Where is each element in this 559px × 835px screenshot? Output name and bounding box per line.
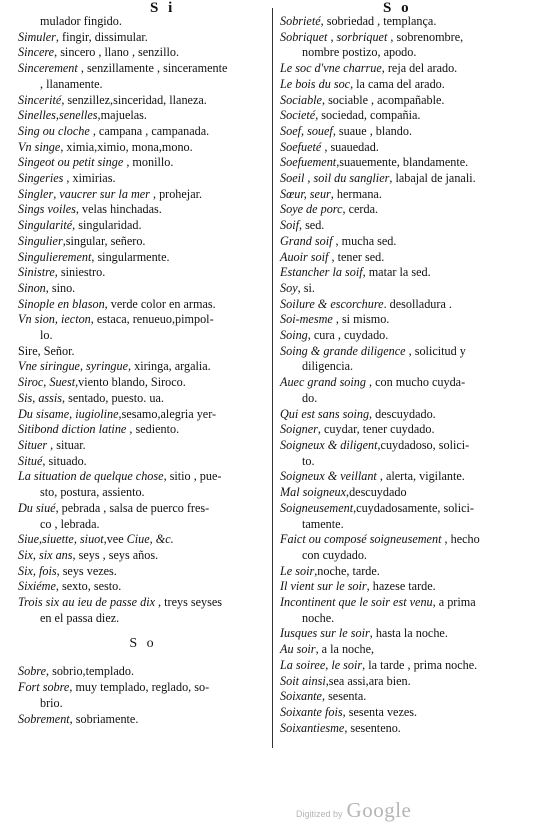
entry-text: ,suauemente, blandamente.	[336, 155, 469, 170]
entry-text: , a la noche,	[315, 642, 375, 657]
entry-headword: Vn singe	[18, 139, 61, 154]
entry-text: , velas hinchadas.	[75, 202, 162, 217]
entry-text: , ximia,ximio, mona,mono.	[60, 139, 193, 154]
entry-text: , sobrenombre,	[387, 29, 464, 44]
dictionary-entry	[18, 391, 268, 407]
entry-text: en el passa diez.	[40, 610, 120, 625]
entry-headword: Vn sion, iecton	[18, 312, 91, 327]
dictionary-entry	[18, 140, 268, 156]
entry-continuation-line	[18, 77, 268, 93]
entry-headword: Soing	[280, 328, 308, 343]
right-column	[280, 14, 542, 736]
dictionary-entry	[280, 14, 542, 30]
entry-text: , sexto, sesto.	[55, 579, 122, 594]
dictionary-entry	[18, 171, 268, 187]
entry-headword: Singularité	[18, 218, 73, 233]
entry-headword: Singeries	[18, 171, 64, 186]
dictionary-entry	[18, 564, 268, 580]
dictionary-entry	[18, 234, 268, 250]
entry-headword: Sing ou cloche	[18, 123, 90, 138]
section-title: S o	[129, 636, 157, 652]
entry-text: , sincero , llano , senzillo.	[54, 45, 179, 60]
dictionary-entry	[18, 281, 268, 297]
dictionary-entry	[280, 674, 542, 690]
entry-text: , senzillez,sinceridad, llaneza.	[61, 92, 207, 107]
entry-headword: Estancher la soif	[280, 265, 363, 280]
entry-headword: Soixante fois	[280, 704, 343, 719]
entry-headword: Soy	[280, 280, 298, 295]
dictionary-entry	[18, 680, 268, 696]
entry-text: , sesenteno.	[344, 720, 401, 735]
entry-text: , si.	[297, 280, 315, 295]
entry-headword: Soigneusement	[280, 500, 354, 515]
entry-text: , cura , cuydado.	[307, 328, 389, 343]
entry-headword: Fort sobre	[18, 680, 70, 695]
entry-headword: Siroc, Suest	[18, 375, 76, 390]
entry-text: , campana , campanada.	[89, 123, 210, 138]
entry-text: , hecho	[441, 532, 480, 547]
dictionary-entry	[18, 45, 268, 61]
entry-text: ,sesamo,alegria yer-	[118, 406, 217, 421]
dictionary-entry	[18, 124, 268, 140]
dictionary-entry	[280, 124, 542, 140]
dictionary-entry	[280, 485, 542, 501]
entry-continuation-line	[18, 328, 268, 344]
entry-headword: Soif	[280, 218, 299, 233]
entry-headword: Faict ou composé soigneusement	[280, 532, 442, 547]
dictionary-entry	[280, 30, 542, 46]
dictionary-entry	[280, 61, 542, 77]
left-entries-after	[18, 664, 268, 727]
entry-text: tamente.	[302, 516, 344, 531]
entry-headword: Auec grand soing	[280, 375, 366, 390]
dictionary-entry	[280, 250, 542, 266]
dictionary-entry	[280, 140, 542, 156]
entry-text: , pebrada , salsa de puerco fres-	[55, 500, 210, 515]
entry-headword: Sis, assis	[18, 390, 63, 405]
entry-text: sto, postura, assiento.	[40, 485, 145, 500]
entry-continuation-line	[280, 391, 542, 407]
entry-text: , sentado, puesto. ua.	[62, 390, 164, 405]
dictionary-entry	[280, 218, 542, 234]
entry-headword: Soefueté	[280, 139, 322, 154]
entry-headword: vaucrer sur la mer	[59, 186, 150, 201]
dictionary-entry	[280, 344, 542, 360]
entry-headword: Sobriquet	[280, 29, 328, 44]
dictionary-entry	[280, 93, 542, 109]
dictionary-entry	[18, 469, 268, 485]
entry-headword: syringue	[86, 359, 129, 374]
entry-headword: Sociable	[280, 92, 322, 107]
dictionary-entry	[280, 626, 542, 642]
entry-headword: Situé	[18, 453, 43, 468]
entry-headword: Sobrieté	[280, 14, 321, 28]
dictionary-entry	[280, 202, 542, 218]
dictionary-entry	[18, 407, 268, 423]
entry-text: , situado.	[42, 453, 87, 468]
entry-continuation-line	[18, 517, 268, 533]
entry-text: diligencia.	[302, 359, 354, 374]
entry-text: ,sea assi,ara bien.	[325, 673, 411, 688]
entry-headword: Soixante	[280, 689, 322, 704]
entry-headword: Incontinent que le soir est venu	[280, 595, 433, 610]
entry-headword: Le bois du soc	[280, 76, 351, 91]
dictionary-entry	[280, 171, 542, 187]
entry-continuation-line	[280, 548, 542, 564]
dictionary-entry	[18, 155, 268, 171]
entry-headword: Auoir soif	[280, 249, 329, 264]
entry-text: ,noche, tarde.	[314, 563, 380, 578]
entry-text: , monillo.	[123, 155, 174, 170]
entry-headword: Six, fois	[18, 563, 57, 578]
entry-headword: Le soir	[280, 563, 315, 578]
entry-headword: Singulierement	[18, 249, 92, 264]
dictionary-entry	[18, 250, 268, 266]
entry-headword: Societé	[280, 108, 316, 123]
dictionary-entry	[18, 297, 268, 313]
entry-continuation-line	[280, 359, 542, 375]
entry-headword: Soef, souef	[280, 123, 333, 138]
entry-headword: Sinople en blason	[18, 296, 105, 311]
entry-text: , sobriamente.	[69, 711, 139, 726]
entry-headword: Le soc d'vne charrue	[280, 61, 382, 76]
entry-headword: Soit ainsi	[280, 673, 326, 688]
dictionary-entry	[18, 548, 268, 564]
watermark-prefix: Digitized by	[296, 809, 343, 819]
entry-headword: Il vient sur le soir	[280, 579, 367, 594]
entry-headword: Soigneux & veillant	[280, 469, 377, 484]
dictionary-entry	[18, 93, 268, 109]
left-entries	[18, 14, 268, 626]
entry-text: ,	[327, 29, 337, 44]
dictionary-entry	[280, 532, 542, 548]
entry-headword: Ciue, &c.	[126, 532, 174, 547]
entry-text: , hazese tarde.	[366, 579, 436, 594]
entry-text: . desolladura .	[383, 296, 452, 311]
entry-headword: Six, six ans	[18, 547, 73, 562]
dictionary-entry	[18, 359, 268, 375]
entry-text: , seys , seys años.	[72, 547, 159, 562]
running-header-right: S o	[383, 0, 412, 16]
entry-text: , alerta, vigilante.	[376, 469, 465, 484]
dictionary-entry	[18, 312, 268, 328]
entry-text: ,	[53, 186, 60, 201]
entry-continuation-line	[280, 611, 542, 627]
entry-text: , senzillamente , sinceramente	[77, 61, 228, 76]
dictionary-entry	[280, 108, 542, 124]
entry-text: , labajal de janali.	[389, 171, 476, 186]
entry-headword: Soilure & escorchure	[280, 296, 384, 311]
entry-text: , verde color en armas.	[104, 296, 216, 311]
left-column	[18, 14, 268, 727]
entry-text: to.	[302, 453, 315, 468]
dictionary-entry	[280, 234, 542, 250]
entry-headword: Singler	[18, 186, 54, 201]
entry-text: , suauedad.	[321, 139, 379, 154]
dictionary-entry	[280, 312, 542, 328]
entry-text: , ximirias.	[63, 171, 116, 186]
entry-continuation-line	[18, 696, 268, 712]
entry-headword: Soing & grande diligence	[280, 343, 406, 358]
entry-continuation-line	[280, 517, 542, 533]
entry-text: , a prima	[432, 595, 476, 610]
entry-text: , siniestro.	[54, 265, 106, 280]
dictionary-entry	[280, 501, 542, 517]
entry-text: ,cuydadoso, solici-	[377, 437, 470, 452]
dictionary-entry	[18, 187, 268, 203]
entry-text: ,descuydado	[346, 485, 407, 500]
entry-text: , si mismo.	[332, 312, 390, 327]
entry-text: , singularidad.	[72, 218, 142, 233]
entry-text: , muy templado, reglado, so-	[69, 680, 210, 695]
entry-text: , cerda.	[342, 202, 379, 217]
entry-text: , sino.	[45, 280, 76, 295]
entry-headword: Sincerement	[18, 61, 78, 76]
dictionary-entry	[280, 297, 542, 313]
entry-text: , situar.	[47, 437, 86, 452]
entry-text: co , lebrada.	[40, 516, 100, 531]
entry-continuation-line	[18, 485, 268, 501]
entry-text: ,cuydadosamente, solici-	[353, 500, 474, 515]
entry-headword: Singeot ou petit singe	[18, 155, 124, 170]
entry-headword: Vne siringue	[18, 359, 80, 374]
entry-headword: La soiree, le soir	[280, 657, 363, 672]
running-header-left: S i	[150, 0, 176, 16]
entry-headword: Sinon	[18, 280, 46, 295]
entry-text: , mucha sed.	[332, 233, 397, 248]
dictionary-entry	[18, 579, 268, 595]
entry-text: , fingir, dissimular.	[55, 29, 148, 44]
dictionary-entry	[280, 564, 542, 580]
entry-headword: Sincere	[18, 45, 55, 60]
entry-text: , sociable , acompañable.	[321, 92, 445, 107]
dictionary-entry	[280, 422, 542, 438]
watermark-brand: Google	[346, 798, 412, 822]
dictionary-entry	[280, 281, 542, 297]
entry-headword: Sincerité	[18, 92, 62, 107]
entry-headword: Sœur, seur	[280, 186, 331, 201]
entry-headword: Soigner	[280, 422, 318, 437]
entry-headword: Singulier	[18, 233, 63, 248]
dictionary-entry	[280, 438, 542, 454]
entry-text: , sobrio,templado.	[45, 664, 134, 679]
entry-text: , seys vezes.	[56, 563, 117, 578]
entry-text: , matar la sed.	[362, 265, 431, 280]
entry-headword: La situation de quelque chose	[18, 469, 164, 484]
entry-headword: Situer	[18, 437, 48, 452]
entry-headword: Soigneux & diligent	[280, 437, 378, 452]
dictionary-entry	[18, 344, 268, 360]
entry-continuation-line	[18, 611, 268, 627]
entry-text: , con mucho cuyda-	[365, 375, 466, 390]
entry-headword: Du sisame, iugioline	[18, 406, 119, 421]
dictionary-entry	[18, 595, 268, 611]
entry-headword: Soeil , soil du sanglier	[280, 171, 390, 186]
entry-headword: Qui est sans soing	[280, 406, 370, 421]
entry-text: ,majuelas.	[97, 108, 147, 123]
dictionary-entry	[18, 438, 268, 454]
entry-text: ,singular, señero.	[62, 233, 146, 248]
entry-text: , hermana.	[330, 186, 382, 201]
dictionary-entry	[280, 689, 542, 705]
entry-text: , sobriedad , templança.	[320, 14, 437, 28]
entry-text: , reja del arado.	[381, 61, 458, 76]
entry-headword: Sings voiles	[18, 202, 76, 217]
dictionary-entry	[280, 407, 542, 423]
entry-text: , xiringa, argalia.	[128, 359, 211, 374]
dictionary-entry	[280, 579, 542, 595]
entry-text: Sire	[18, 343, 38, 358]
entry-text: , hasta la noche.	[369, 626, 448, 641]
entry-text: , descuydado.	[369, 406, 436, 421]
dictionary-entry	[18, 454, 268, 470]
entry-text: , prohejar.	[149, 186, 203, 201]
dictionary-entry	[280, 469, 542, 485]
entry-text: , singularmente.	[91, 249, 170, 264]
entry-text: ,	[79, 359, 87, 374]
entry-text: , tener sed.	[328, 249, 385, 264]
dictionary-entry	[18, 422, 268, 438]
entry-headword: Sitibond diction latine	[18, 422, 127, 437]
entry-text: con cuydado.	[302, 547, 367, 562]
entry-text: nombre postizo, apodo.	[302, 45, 417, 60]
entry-text: ,vee	[103, 532, 127, 547]
entry-text: mulador fingido.	[40, 14, 122, 28]
entry-text: , la cama del arado.	[350, 76, 445, 91]
dictionary-entry	[18, 265, 268, 281]
right-entries	[280, 14, 542, 736]
entry-text: lo.	[40, 328, 53, 343]
entry-text: , llanamente.	[40, 76, 103, 91]
entry-headword: Sinelles,senelles	[18, 108, 98, 123]
dictionary-entry	[18, 61, 268, 77]
entry-headword: Sobre	[18, 664, 46, 679]
entry-text: , suaue , blando.	[332, 123, 413, 138]
entry-text: , sed.	[298, 218, 325, 233]
dictionary-entry	[280, 595, 542, 611]
entry-text: , cuydar, tener cuydado.	[317, 422, 435, 437]
entry-text: , la tarde , prima noche.	[362, 657, 478, 672]
dictionary-entry	[280, 642, 542, 658]
entry-headword: Trois six au ieu de passe dix	[18, 595, 155, 610]
entry-text: , sitio , pue-	[163, 469, 222, 484]
dictionary-entry	[280, 375, 542, 391]
entry-headword: Soixantiesme	[280, 720, 345, 735]
dictionary-entry	[18, 30, 268, 46]
entry-continuation-line	[280, 45, 542, 61]
entry-headword: Siue,siuette, siuot	[18, 532, 104, 547]
entry-text: , sesenta.	[321, 689, 367, 704]
dictionary-entry	[280, 658, 542, 674]
dictionary-entry	[18, 108, 268, 124]
dictionary-entry	[280, 721, 542, 737]
dictionary-entry	[280, 155, 542, 171]
dictionary-entry	[18, 202, 268, 218]
dictionary-entry	[280, 265, 542, 281]
dictionary-entry	[18, 501, 268, 517]
entry-headword: Soi-mesme	[280, 312, 333, 327]
entry-headword: Soye de porc	[280, 202, 343, 217]
entry-headword: sorbriquet	[336, 29, 388, 44]
entry-text: brio.	[40, 695, 63, 710]
dictionary-entry	[18, 218, 268, 234]
dictionary-entry	[18, 712, 268, 728]
entry-text: , solicitud y	[405, 343, 466, 358]
dictionary-entry	[280, 187, 542, 203]
dictionary-entry	[18, 375, 268, 391]
entry-text: , Señor.	[37, 343, 75, 358]
entry-headword: Soefuement	[280, 155, 337, 170]
entry-headword: Au soir	[280, 642, 316, 657]
column-divider	[272, 8, 273, 748]
entry-continuation-line	[18, 14, 268, 30]
dictionary-entry	[280, 328, 542, 344]
entry-headword: Sinistre	[18, 265, 55, 280]
entry-text: ,viento blando, Siroco.	[75, 375, 186, 390]
entry-text: , estaca, renueuo,pimpol-	[90, 312, 214, 327]
entry-text: do.	[302, 390, 318, 405]
dictionary-entry	[18, 532, 268, 548]
entry-headword: Sixiéme	[18, 579, 56, 594]
dictionary-entry	[18, 664, 268, 680]
entry-text: , sesenta vezes.	[342, 704, 418, 719]
entry-headword: Du siué	[18, 500, 56, 515]
entry-text: , sediento.	[126, 422, 180, 437]
entry-continuation-line	[280, 454, 542, 470]
dictionary-entry	[280, 77, 542, 93]
entry-headword: Mal soigneux	[280, 485, 347, 500]
dictionary-entry	[280, 705, 542, 721]
entry-text: , treys seyses	[155, 595, 223, 610]
entry-headword: Simuler	[18, 29, 56, 44]
entry-text: noche.	[302, 610, 335, 625]
entry-headword: Grand soif	[280, 233, 333, 248]
entry-headword: Sobrement	[18, 711, 70, 726]
entry-headword: Iusques sur le soir	[280, 626, 370, 641]
entry-text: , sociedad, compañia.	[315, 108, 421, 123]
digitization-watermark	[296, 798, 411, 823]
